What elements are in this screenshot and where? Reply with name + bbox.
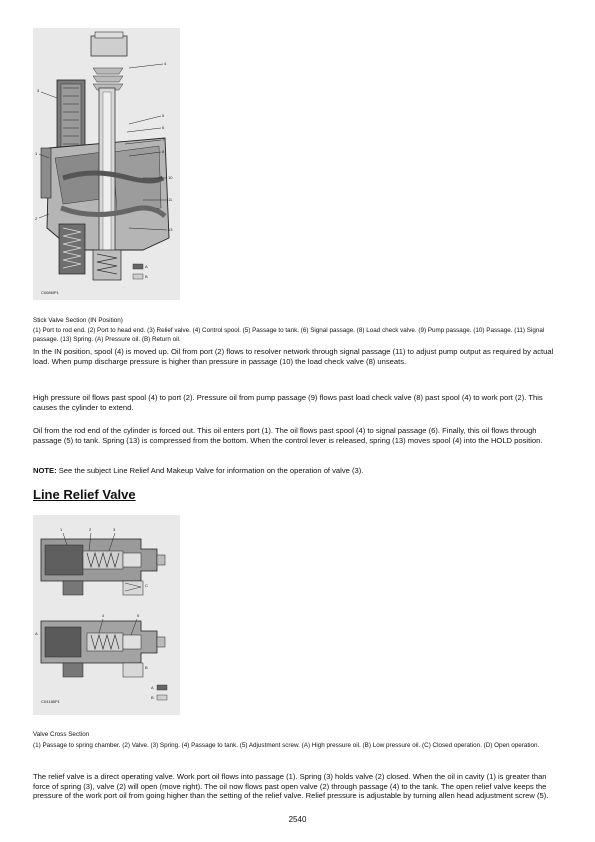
figure2-legend-label: A bbox=[151, 685, 154, 690]
paragraph-high-pressure: High pressure oil flows past spool (4) to port (2). Pressure oil from pump passage (9) flows past load check valve (8) past spool (4) to work port (2). This causes the cylinder to extend. bbox=[33, 393, 543, 412]
figure2-caption-title: Valve Cross Section bbox=[33, 731, 90, 738]
figure2-callout: B bbox=[145, 665, 148, 670]
figure2-callout: 1 bbox=[60, 527, 63, 532]
note-label: NOTE: bbox=[33, 466, 57, 475]
figure1-code: C0086IP1 bbox=[41, 290, 59, 295]
legend-swatch-high-pressure bbox=[157, 685, 167, 690]
relief-valve-drawing bbox=[33, 515, 180, 715]
figure1-callout: 6 bbox=[162, 125, 165, 130]
valve-cross-section-figure bbox=[33, 515, 180, 715]
figure1-caption-body: (1) Port to rod end. (2) Port to head end. (3) Relief valve. (4) Control spool. (5) Passage to tank. (6) Signal passage. (8) Load check valve. (9) Pump passage. (10) Passage. (11) Signal passage. (13) Spring. (A) Pressure oil. (B) Return oil. bbox=[33, 327, 545, 343]
figure2-callout: 3 bbox=[113, 527, 116, 532]
figure1-callout: 13 bbox=[168, 227, 173, 232]
paragraph-rod-end: Oil from the rod end of the cylinder is forced out. This oil enters port (1). The oil flows past spool (4) to signal passage (6). Finally, this oil flows through passage (5) to tank. Spring (13) is compressed from the bottom. When the control lever is released, spring (13) moves spool (4) into the HOLD position. bbox=[33, 426, 543, 445]
legend-swatch-pressure bbox=[133, 264, 143, 269]
figure2-callout: A bbox=[35, 631, 38, 636]
stick-valve-drawing bbox=[33, 28, 180, 300]
figure1-callout: 5 bbox=[162, 113, 165, 118]
figure1-callout: 8 bbox=[162, 149, 165, 154]
figure2-callout: 2 bbox=[89, 527, 92, 532]
figure2-code: C04185P1 bbox=[41, 699, 60, 704]
figure1-callout: 7 bbox=[162, 137, 165, 142]
figure2-callout: C bbox=[145, 583, 148, 588]
figure2-callout: 4 bbox=[102, 613, 105, 618]
legend-swatch-low-pressure bbox=[157, 695, 167, 700]
figure2-caption-body: (1) Passage to spring chamber. (2) Valve. (3) Spring. (4) Passage to tank. (5) Adjustment screw. (A) High pressure oil. (B) Low pressure oil. (C) Closed operation. (D) Open operation. bbox=[33, 742, 540, 749]
stick-valve-section-figure bbox=[33, 28, 180, 300]
figure1-callout: 1 bbox=[35, 151, 38, 156]
figure1-caption-title: Stick Valve Section (IN Position) bbox=[33, 317, 123, 324]
figure1-callout: 10 bbox=[168, 175, 173, 180]
page-number: 2540 bbox=[288, 815, 307, 824]
figure1-callout: 2 bbox=[35, 216, 38, 221]
figure2-callout: 5 bbox=[137, 613, 140, 618]
figure1-callout: 4 bbox=[164, 61, 167, 66]
figure2-legend-label: B bbox=[151, 695, 154, 700]
figure1-callout: 11 bbox=[168, 197, 173, 202]
section-heading: Line Relief Valve bbox=[33, 487, 136, 502]
note-text: See the subject Line Relief And Makeup Valve for information on the operation of valve (3). bbox=[56, 466, 364, 475]
figure1-legend-label: A bbox=[145, 264, 148, 269]
paragraph-relief-valve: The relief valve is a direct operating valve. Work port oil flows into passage (1). Spring (3) holds valve (2) closed. When the oil in cavity (1) is greater than force of spring (3), valve (2) will open (move right). The oil now flows past open valve (2) through passage (4) to the tank. The open relief valve keeps the pressure of the work port oil from going higher than the setting of the relief valve. Relief pressure is adjustable by turning allen head adjustment screw (5). bbox=[33, 772, 549, 801]
note-paragraph bbox=[33, 466, 563, 476]
paragraph-in-position: In the IN position, spool (4) is moved up. Oil from port (2) flows to resolver network through signal passage (11) to adjust pump output as required by actual load. When pump discharge pressure is higher than pressure in passage (10) the load check valve (8) unseats. bbox=[33, 347, 554, 366]
legend-swatch-return bbox=[133, 274, 143, 279]
figure1-callout: 3 bbox=[37, 88, 40, 93]
figure1-legend-label: B bbox=[145, 274, 148, 279]
